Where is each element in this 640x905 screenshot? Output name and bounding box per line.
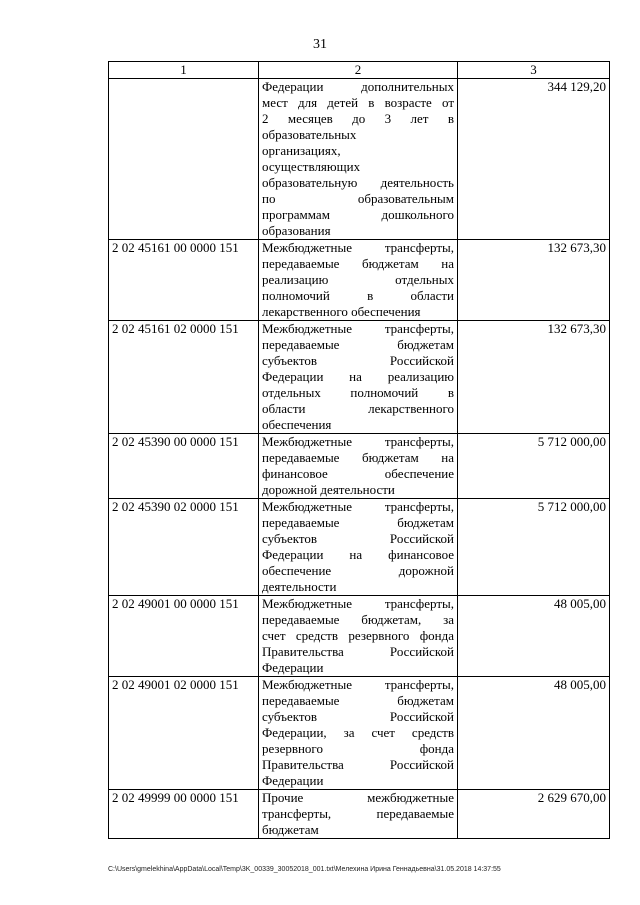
description-line: Федерации — [262, 773, 324, 788]
budget-code-cell: 2 02 49999 00 0000 151 — [109, 790, 259, 839]
description-line: Межбюджетные трансферты, — [262, 321, 454, 336]
description-line: лекарственного обеспечения — [262, 304, 421, 319]
description-line: мест для детей в возрасте от — [262, 95, 454, 110]
description-cell — [259, 240, 458, 321]
description-line: реализацию отдельных — [262, 272, 454, 287]
description-line: программам дошкольного — [262, 207, 454, 222]
description-cell — [259, 434, 458, 499]
table-row — [109, 499, 610, 596]
description-line: передаваемые бюджетам — [262, 693, 454, 708]
table-row — [109, 321, 610, 434]
budget-table — [108, 61, 610, 839]
amount-cell: 132 673,30 — [458, 240, 610, 321]
description-line: Федерации — [262, 660, 324, 675]
header-col-2: 2 — [259, 62, 458, 79]
description-cell — [259, 79, 458, 240]
description-cell — [259, 677, 458, 790]
table-row — [109, 434, 610, 499]
description-cell — [259, 790, 458, 839]
description-line: субъектов Российской — [262, 709, 454, 724]
budget-code-cell: 2 02 49001 02 0000 151 — [109, 677, 259, 790]
description-line: Межбюджетные трансферты, — [262, 499, 454, 514]
page-number: 31 — [313, 37, 327, 52]
budget-code-cell: 2 02 45161 00 0000 151 — [109, 240, 259, 321]
amount-cell: 344 129,20 — [458, 79, 610, 240]
description-line: организациях, — [262, 143, 341, 158]
amount-cell: 132 673,30 — [458, 321, 610, 434]
table-row — [109, 240, 610, 321]
table-row — [109, 677, 610, 790]
description-line: осуществляющих — [262, 159, 361, 174]
description-line: финансовое обеспечение — [262, 466, 454, 481]
budget-code-cell: 2 02 45390 02 0000 151 — [109, 499, 259, 596]
description-line: передаваемые бюджетам — [262, 515, 454, 530]
table-body — [109, 79, 610, 839]
description-line: субъектов Российской — [262, 353, 454, 368]
description-line: Прочие межбюджетные — [262, 790, 454, 805]
header-row — [109, 62, 610, 79]
budget-code-cell: 2 02 45390 00 0000 151 — [109, 434, 259, 499]
description-line: образовательных — [262, 127, 357, 142]
description-line: Межбюджетные трансферты, — [262, 434, 454, 449]
description-line: Федерации дополнительных — [262, 79, 454, 94]
amount-cell: 5 712 000,00 — [458, 434, 610, 499]
description-cell — [259, 321, 458, 434]
description-line: Федерации на финансовое — [262, 547, 454, 562]
description-line: Межбюджетные трансферты, — [262, 677, 454, 692]
description-line: Межбюджетные трансферты, — [262, 596, 454, 611]
description-line: области лекарственного — [262, 401, 454, 416]
description-cell — [259, 499, 458, 596]
description-line: резервного фонда — [262, 741, 454, 756]
description-line: бюджетам — [262, 822, 319, 837]
amount-cell: 5 712 000,00 — [458, 499, 610, 596]
table-row — [109, 596, 610, 677]
description-line: Правительства Российской — [262, 644, 454, 659]
description-line: образовательную деятельность — [262, 175, 454, 190]
amount-cell: 48 005,00 — [458, 677, 610, 790]
description-line: полномочий в области — [262, 288, 454, 303]
description-line: отдельных полномочий в — [262, 385, 454, 400]
description-line: деятельности — [262, 579, 337, 594]
description-line: передаваемые бюджетам на — [262, 450, 454, 465]
amount-cell: 2 629 670,00 — [458, 790, 610, 839]
header-col-1: 1 — [109, 62, 259, 79]
description-line: Межбюджетные трансферты, — [262, 240, 454, 255]
description-line: субъектов Российской — [262, 531, 454, 546]
description-line: обеспечения — [262, 417, 332, 432]
amount-cell: 48 005,00 — [458, 596, 610, 677]
description-cell — [259, 596, 458, 677]
description-line: дорожной деятельности — [262, 482, 395, 497]
description-line: Федерации на реализацию — [262, 369, 454, 384]
description-line: 2 месяцев до 3 лет в — [262, 111, 454, 126]
description-line: Федерации, за счет средств — [262, 725, 454, 740]
table-row — [109, 79, 610, 240]
budget-code-cell — [109, 79, 259, 240]
table-row — [109, 790, 610, 839]
description-line: Правительства Российской — [262, 757, 454, 772]
description-line: по образовательным — [262, 191, 454, 206]
footer-file-path: C:\Users\gmelekhina\AppData\Local\Temp\3K_00339_30052018_001.txt\Мелехина Ирина Геннадьевна\31.05.2018 14:37:55 — [108, 866, 501, 873]
header-col-3: 3 — [458, 62, 610, 79]
budget-code-cell: 2 02 45161 02 0000 151 — [109, 321, 259, 434]
description-line: передаваемые бюджетам на — [262, 256, 454, 271]
description-line: образования — [262, 223, 331, 238]
description-line: передаваемые бюджетам, за — [262, 612, 454, 627]
description-line: трансферты, передаваемые — [262, 806, 454, 821]
description-line: передаваемые бюджетам — [262, 337, 454, 352]
budget-code-cell: 2 02 49001 00 0000 151 — [109, 596, 259, 677]
description-line: счет средств резервного фонда — [262, 628, 454, 643]
description-line: обеспечение дорожной — [262, 563, 454, 578]
